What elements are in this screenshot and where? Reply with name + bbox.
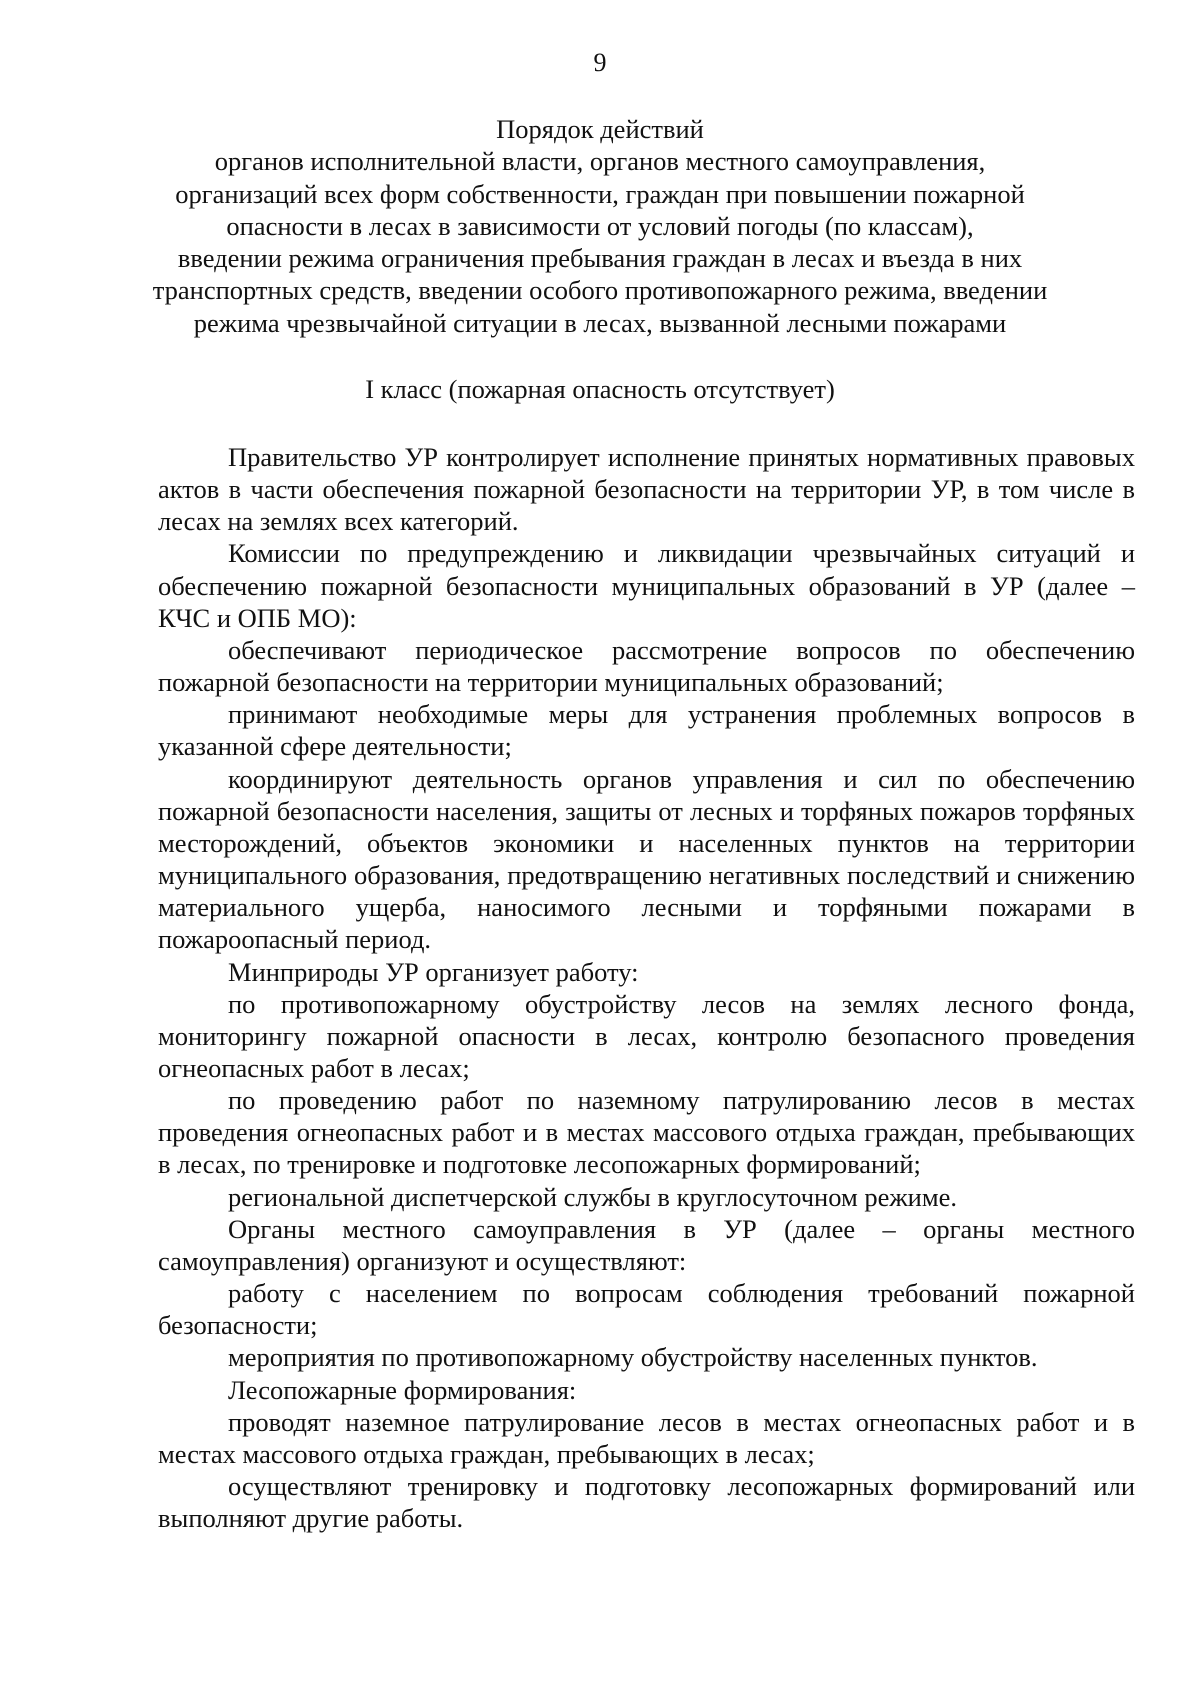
- paragraph: Лесопожарные формирования:: [228, 1374, 577, 1405]
- paragraph: Правительство УР контролирует исполнение принятых нормативных правовых актов в части обеспечения пожарной безопасности на территории УР, в том числе в лесах на землях всех категорий.: [158, 442, 1135, 537]
- title-line: опасности в лесах в зависимости от условий погоды (по классам),: [226, 210, 974, 241]
- paragraph: по противопожарному обустройству лесов на землях лесного фонда, мониторингу пожарной опасности в лесах, контролю безопасного проведения огнеопасных работ в лесах;: [158, 988, 1135, 1083]
- title-line: Порядок действий: [496, 114, 704, 144]
- paragraph: координируют деятельность органов управления и сил по обеспечению пожарной безопасности населения, защиты от лесных и торфяных пожаров торфяных месторождений, объектов экономики и населенных пунктов на территории муниципального образования, предотвращению негативных последствий и снижению материального ущерба, наносимого лесными и торфяными пожарами в пожароопасный период.: [158, 763, 1135, 955]
- title-line: режима чрезвычайной ситуации в лесах, вызванной лесными пожарами: [193, 307, 1007, 338]
- paragraph: принимают необходимые меры для устранения проблемных вопросов в указанной сфере деятельности;: [158, 699, 1135, 762]
- paragraph: по проведению работ по наземному патрулированию лесов в местах проведения огнеопасных работ и в местах массового отдыха граждан, пребывающих в лесах, по тренировке и подготовке лесопожарных формирований;: [158, 1085, 1135, 1180]
- section-heading: I класс (пожарная опасность отсутствует): [365, 374, 835, 404]
- body-text: [158, 441, 1135, 1534]
- title-line: введении режима ограничения пребывания граждан в лесах и въезда в них: [177, 243, 1023, 274]
- title-line: транспортных средств, введении особого противопожарного режима, введении: [152, 275, 1048, 306]
- title-line: органов исполнительной власти, органов местного самоуправления,: [214, 146, 986, 177]
- paragraph: осуществляют тренировку и подготовку лесопожарных формирований или выполняют другие работы.: [158, 1471, 1135, 1534]
- paragraph: работу с населением по вопросам соблюдения требований пожарной безопасности;: [158, 1278, 1135, 1341]
- page-number: 9: [593, 48, 607, 77]
- paragraph: региональной диспетчерской службы в круглосуточном режиме.: [228, 1181, 958, 1212]
- paragraph: Комиссии по предупреждению и ликвидации чрезвычайных ситуаций и обеспечению пожарной безопасности муниципальных образований в УР (далее – КЧС и ОПБ МО):: [158, 538, 1135, 633]
- paragraph: Минприроды УР организует работу:: [228, 956, 639, 987]
- title-line: организаций всех форм собственности, граждан при повышении пожарной: [175, 178, 1025, 209]
- paragraph: обеспечивают периодическое рассмотрение вопросов по обеспечению пожарной безопасности на территории муниципальных образований;: [158, 634, 1135, 698]
- paragraph: Органы местного самоуправления в УР (далее – органы местного самоуправления) организуют и осуществляют:: [158, 1213, 1135, 1276]
- paragraph: мероприятия по противопожарному обустройству населенных пунктов.: [228, 1342, 1038, 1373]
- paragraph: проводят наземное патрулирование лесов в местах огнеопасных работ и в местах массового отдыха граждан, пребывающих в лесах;: [158, 1406, 1135, 1469]
- document-title: [130, 113, 1070, 339]
